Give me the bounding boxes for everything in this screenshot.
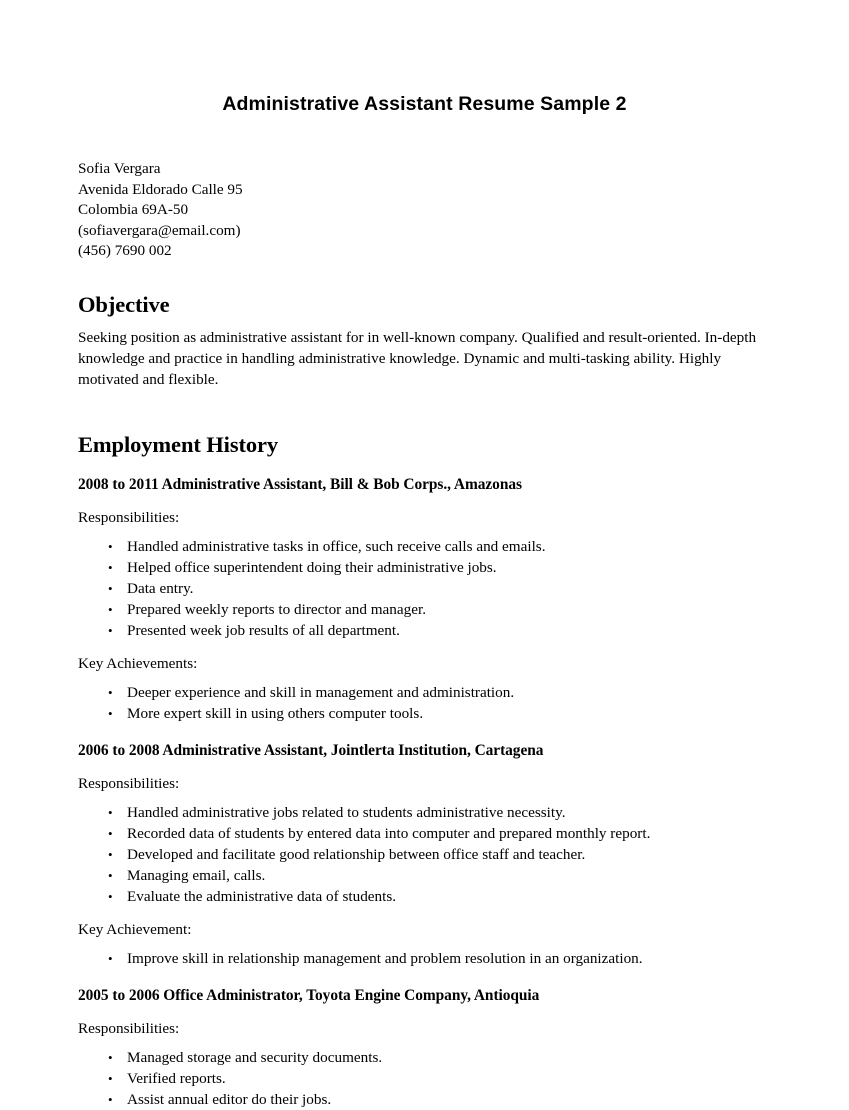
achievements-list [78,948,771,969]
list-item: • Evaluate the administrative data of students. [78,886,771,907]
contact-block [78,159,771,262]
list-item: • Improve skill in relationship management and problem resolution in an organization. [78,948,771,969]
job-title: 2008 to 2011 Administrative Assistant, Bill & Bob Corps., Amazonas [78,476,522,494]
achievements-list [78,682,771,724]
responsibilities-label: Responsibilities: [78,775,180,793]
job-title: 2006 to 2008 Administrative Assistant, Jointlerta Institution, Cartagena [78,742,544,760]
list-item: • Recorded data of students by entered data into computer and prepared monthly report. [78,823,771,844]
objective-paragraph: Seeking position as administrative assistant for in well-known company. Qualified and result-oriented. In-depth knowledge and practice in handling administrative knowledge. Dynamic and multi-tasking ability. Highly motivated and flexible. [78,328,757,388]
responsibilities-label: Responsibilities: [78,509,180,527]
responsibilities-list [78,1047,771,1110]
section-heading-objective: Objective [78,291,170,317]
job-entry [78,741,771,969]
contact-address-line-1: Avenida Eldorado Calle 95 [78,180,243,198]
responsibilities-list [78,536,771,641]
job-entry [78,475,771,724]
list-item: • Data entry. [78,578,771,599]
contact-name: Sofia Vergara [78,160,161,178]
list-item: • Developed and facilitate good relationship between office staff and teacher. [78,844,771,865]
list-item: • Deeper experience and skill in management and administration. [78,682,771,703]
list-item: • Presented week job results of all department. [78,620,771,641]
achievements-label: Key Achievements: [78,655,198,673]
list-item: • More expert skill in using others computer tools. [78,703,771,724]
list-item: • Handled administrative jobs related to students administrative necessity. [78,802,771,823]
list-item: • Verified reports. [78,1068,771,1089]
achievements-label: Key Achievement: [78,921,192,939]
list-item: • Managed storage and security documents. [78,1047,771,1068]
responsibilities-list [78,802,771,907]
job-title: 2005 to 2006 Office Administrator, Toyota Engine Company, Antioquia [78,987,540,1005]
contact-address-line-2: Colombia 69A-50 [78,201,189,219]
list-item: • Prepared weekly reports to director and manager. [78,599,771,620]
list-item: • Helped office superintendent doing their administrative jobs. [78,557,771,578]
list-item: • Handled administrative tasks in office, such receive calls and emails. [78,536,771,557]
list-item: • Assist annual editor do their jobs. [78,1089,771,1110]
job-entry [78,986,771,1110]
contact-email: (sofiavergara@email.com) [78,221,241,239]
section-heading-employment-history: Employment History [78,432,279,458]
list-item: • Managing email, calls. [78,865,771,886]
contact-phone: (456) 7690 002 [78,242,172,260]
responsibilities-label: Responsibilities: [78,1020,180,1038]
page-title: Administrative Assistant Resume Sample 2 [222,93,627,115]
